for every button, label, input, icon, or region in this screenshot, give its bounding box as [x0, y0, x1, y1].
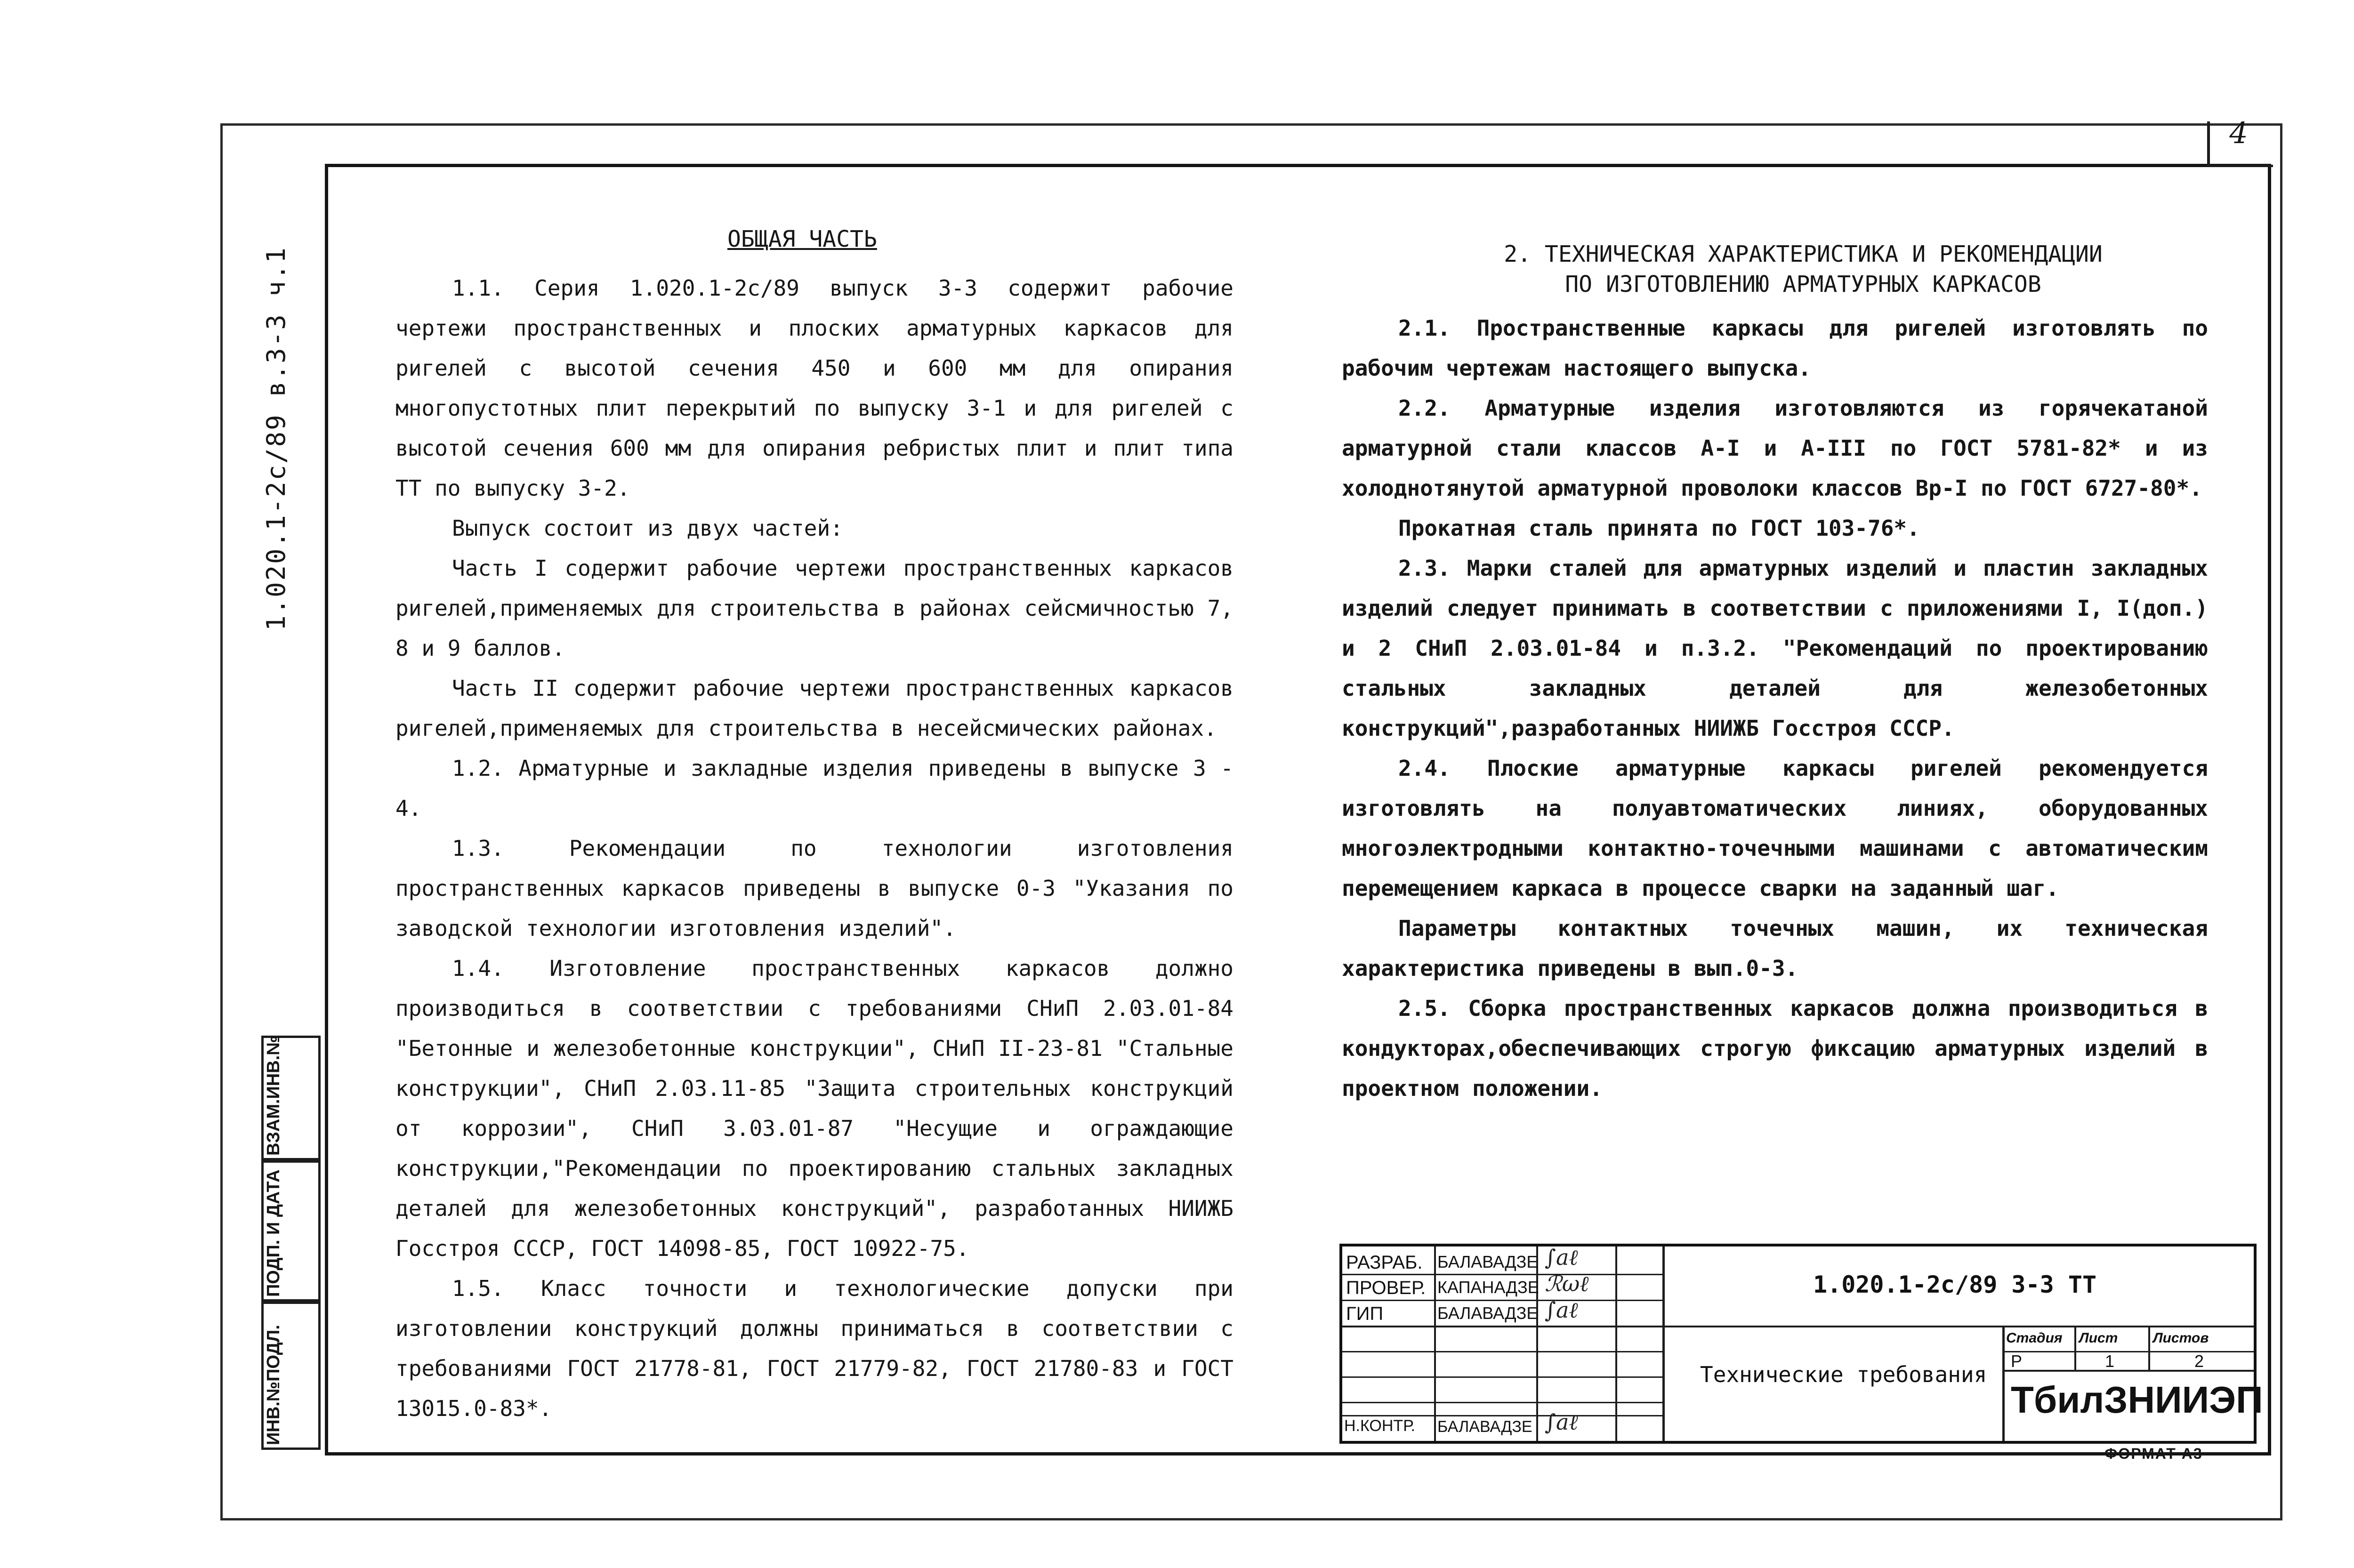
drawing-designation: 1.020.1-2с/89 3-3 ТТ: [1813, 1271, 2097, 1298]
stage-label: Стадия: [2006, 1330, 2063, 1346]
section-heading-line: 2. ТЕХНИЧЕСКАЯ ХАРАКТЕРИСТИКА И РЕКОМЕНДАЦИИ: [1504, 241, 2103, 267]
title-block: [1339, 1244, 2263, 1444]
title-block-rule: [1434, 1246, 1436, 1441]
stamp-label-orig-inv: ИНВ.№ПОДЛ.: [264, 1325, 283, 1445]
paragraph: Выпуск состоит из двух частей:: [452, 515, 843, 541]
tech-requirements-text: [1342, 308, 2208, 1109]
title-block-rule: [1342, 1274, 1665, 1275]
signature: ℛωℓ: [1545, 1271, 1589, 1296]
general-part-text: [395, 268, 1233, 1429]
stamp-label-sign-date: ПОДП. И ДАТА: [264, 1169, 283, 1297]
title-block-rule: [2002, 1351, 2254, 1352]
organization-name: ТбилЗНИИЭП: [2011, 1379, 2263, 1421]
title-block-rule: [1662, 1246, 1665, 1441]
sheet-label: Лист: [2079, 1330, 2118, 1346]
side-designation: 1.020.1-2с/89 в.3-3 ч.1: [261, 246, 291, 631]
section-heading-tech: [1497, 239, 2109, 299]
sheets-value: 2: [2194, 1351, 2204, 1371]
paragraph: Часть I содержит рабочие чертежи пространственных каркасов ригелей,применяемых для строительства в районах сейсмичностью 7, 8 и 9 баллов.: [395, 555, 1233, 661]
paragraph: Часть II содержит рабочие чертежи пространственных каркасов ригелей,применяемых для строительства в несейсмических районах.: [395, 675, 1233, 741]
title-block-rule: [2148, 1326, 2150, 1372]
title-block-rule: [1342, 1415, 1665, 1416]
paragraph: 1.3. Рекомендации по технологии изготовления пространственных каркасов приведены в выпуске 0-3 "Указания по заводской технологии изготовления изделий".: [395, 836, 1233, 941]
document-title: Технические требования: [1700, 1362, 1987, 1387]
paragraph: 1.1. Серия 1.020.1-2с/89 выпуск 3-3 содержит рабочие чертежи пространственных и плоских арматурных каркасов для ригелей с высотой сечения 450 и 600 мм для опирания многопустотных плит перекрытий по выпуску 3-1 и для ригелей с высотой сечения 600 мм для опирания ребристых плит и плит типа ТТ по выпуску 3-2.: [395, 275, 1233, 501]
title-block-rule: [2002, 1326, 2005, 1441]
paragraph: 2.4. Плоские арматурные каркасы ригелей рекомендуется изготовлять на полуавтоматических линиях, оборудованных многоэлектродными контактно-точечными машинами с автоматическим перемещением каркаса в процессе сварки на заданный шаг.: [1342, 756, 2208, 901]
title-block-rule: [1342, 1376, 1665, 1378]
section-heading-general: ОБЩАЯ ЧАСТЬ: [727, 226, 877, 252]
title-block-rule: [1342, 1351, 1665, 1352]
paragraph: 1.2. Арматурные и закладные изделия приведены в выпуске 3 - 4.: [395, 756, 1233, 821]
name-chief-engineer: БАЛАВАДЗЕ: [1437, 1303, 1538, 1323]
title-block-rule: [1615, 1246, 1617, 1441]
title-block-rule: [1342, 1300, 1665, 1301]
title-block-rule: [1536, 1246, 1538, 1441]
format-note: ФОРМАТ А3: [2104, 1445, 2203, 1462]
section-heading-line: ПО ИЗГОТОВЛЕНИЮ АРМАТУРНЫХ КАРКАСОВ: [1565, 271, 2041, 298]
paragraph: 2.5. Сборка пространственных каркасов должна производиться в кондукторах,обеспечивающих строгую фиксацию арматурных изделий в проектном положении.: [1342, 996, 2208, 1101]
paragraph: Прокатная сталь принята по ГОСТ 103-76*.: [1398, 515, 1920, 541]
title-block-rule: [1342, 1402, 1665, 1403]
role-norm-control: Н.КОНТР.: [1344, 1417, 1415, 1435]
title-block-rule: [1342, 1326, 2254, 1327]
paragraph: 2.1. Пространственные каркасы для ригелей изготовлять по рабочим чертежам настоящего выпуска.: [1342, 315, 2208, 381]
name-developer: БАЛАВАДЗЕ: [1437, 1252, 1538, 1271]
paragraph: 2.3. Марки сталей для арматурных изделий и пластин закладных изделий следует принимать в соответствии с приложениями I, I(доп.) и 2 СНиП 2.03.01-84 и п.3.2. "Рекомендаций по проектированию стальных закладных деталей для железобетонных конструкций",разработанных НИИЖБ Госстроя СССР.: [1342, 555, 2208, 741]
name-norm-control: БАЛАВАДЗЕ: [1437, 1418, 1532, 1436]
role-checker: ПРОВЕР.: [1346, 1278, 1426, 1298]
sheet-number: 4: [2229, 116, 2248, 150]
name-checker: КАПАНАДЗЕ: [1437, 1278, 1539, 1297]
stage-value: Р: [2011, 1351, 2023, 1371]
stamp-label-replaced-inv: ВЗАМ.ИНВ.№: [264, 1035, 283, 1156]
paragraph: 1.5. Класс точности и технологические допуски при изготовлении конструкций должны приниматься в соответствии с требованиями ГОСТ 21778-81, ГОСТ 21779-82, ГОСТ 21780-83 и ГОСТ 13015.0-83*.: [395, 1276, 1233, 1421]
role-chief-engineer: ГИП: [1346, 1303, 1384, 1324]
signature: ∫aℓ: [1545, 1297, 1578, 1323]
paragraph: 1.4. Изготовление пространственных каркасов должно производиться в соответствии с требованиями СНиП 2.03.01-84 "Бетонные и железобетонные конструкции", СНиП II-23-81 "Стальные конструкции", СНиП 2.03.11-85 "Защита строительных конструкций от коррозии", СНиП 3.03.01-87 "Несущие и ограждающие конструкции,"Рекомендации по проектированию стальных закладных деталей для железобетонных конструкций", разработанных НИИЖБ Госстроя СССР, ГОСТ 14098-85, ГОСТ 10922-75.: [395, 956, 1233, 1261]
paragraph: Параметры контактных точечных машин, их техническая характеристика приведены в вып.0-3.: [1342, 916, 2208, 981]
signature: ∫aℓ: [1545, 1245, 1578, 1270]
signature: ∫aℓ: [1545, 1409, 1578, 1435]
title-block-rule: [2002, 1370, 2254, 1372]
paragraph: 2.2. Арматурные изделия изготовляются из горячекатаной арматурной стали классов А-I и А-III по ГОСТ 5781-82* и из холоднотянутой арматурной проволоки классов Вр-I по ГОСТ 6727-80*.: [1342, 395, 2208, 501]
sheet-value: 1: [2105, 1351, 2115, 1371]
title-block-rule: [2074, 1326, 2076, 1372]
sheets-label: Листов: [2153, 1330, 2209, 1346]
role-developer: РАЗРАБ.: [1346, 1252, 1423, 1273]
